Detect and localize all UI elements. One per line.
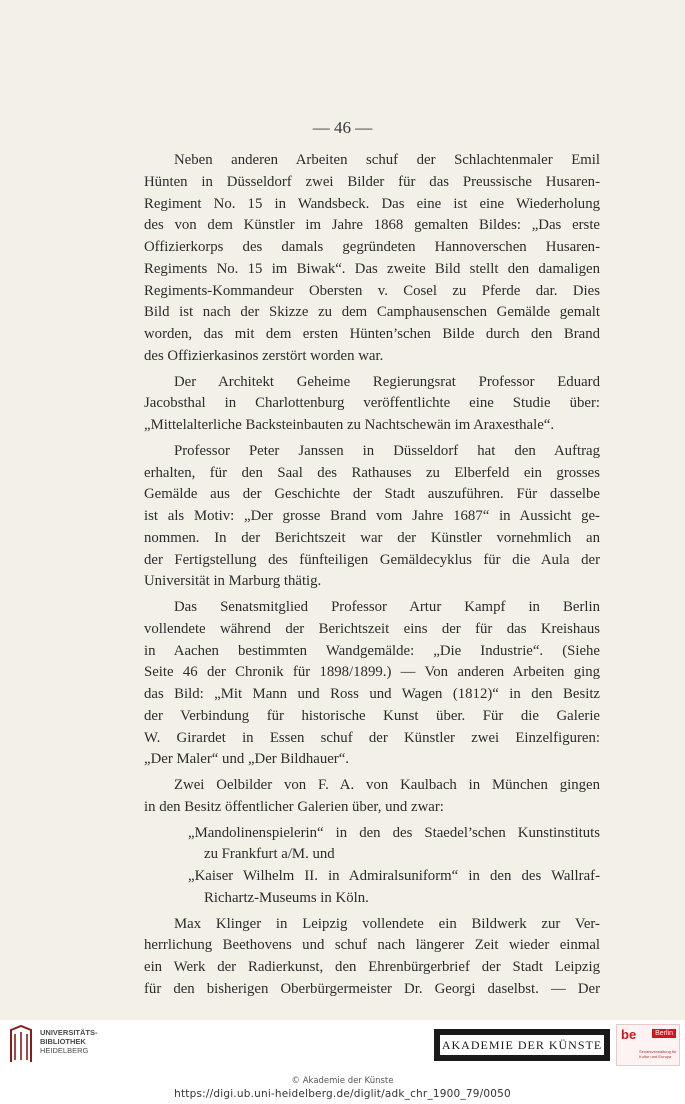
text-line: in Aachen bestimmten Wandgemälde: „Die Industrie“. (Siehe [144, 642, 600, 659]
page-number: — 46 — [312, 118, 373, 137]
text-line: der Verbindung für historische Kunst über. Für die Galerie [144, 707, 600, 724]
text-line: W. Girardet in Essen schuf der Künstler zwei Einzelfiguren: [144, 729, 600, 746]
text-line: der Fertigstellung des fünfteiligen Gemäldecyklus für die Aula der [144, 551, 600, 568]
permalink[interactable]: https://digi.ub.uni-heidelberg.de/diglit/adk_chr_1900_79/0050 [174, 1088, 511, 1100]
text-line: „Mittelalterliche Backsteinbauten zu Nachtschewän im Araxesthale“. [144, 417, 555, 433]
text-line: Gemälde aus der Geschichte der Stadt auszuführen. Für dasselbe [144, 486, 600, 503]
text-line: Max Klinger in Leipzig vollendete ein Bildwerk zur Ver- [174, 915, 600, 932]
text-line: ein Werk der Radierkunst, den Ehrenbürgerbrief der Stadt Leipzig [144, 959, 600, 975]
list-item [144, 866, 600, 910]
text-line: Das Senatsmitglied Professor Artur Kampf in Berlin [174, 599, 600, 615]
list-item [144, 823, 600, 867]
paragraph [144, 441, 600, 593]
text-line: Zwei Oelbilder von F. A. von Kaulbach in München gingen [174, 777, 600, 793]
text-line: Jacobsthal in Charlottenburg veröffentlichte eine Studie über: [144, 395, 600, 412]
document-body [144, 150, 600, 1005]
text-line: Offizierkorps des damals gegründeten Hannoverschen Husaren- [144, 239, 600, 255]
text-line: Universität in Marburg thätig. [144, 573, 322, 590]
text-line: Regiment No. 15 in Wandsbeck. Das eine ist eine Wiederholung [144, 195, 600, 212]
paragraph [144, 597, 600, 771]
text-line: Professor Peter Janssen in Düsseldorf hat den Auftrag [174, 442, 600, 459]
text-line: herrlichung Beethovens und schuf nach längerer Zeit wieder einmal [144, 937, 600, 954]
text-line: Seite 46 der Chronik für 1898/1899.) — Von anderen Arbeiten ging [144, 664, 600, 681]
text-line: worden, das mit dem ersten Hünten’schen Bilde durch den Brand [144, 326, 600, 342]
text-line: nommen. In der Berichtszeit war der Künstler vornehmlich an [144, 529, 600, 546]
akademie-logo[interactable]: AKADEMIE DER KÜNSTE [438, 1033, 606, 1057]
text-line: „Mandolinenspielerin“ in den des Staedel’schen Kunstinstituts [188, 824, 600, 841]
berlin-logo[interactable] [616, 1024, 680, 1066]
library-name: UNIVERSITÄTS- BIBLIOTHEK HEIDELBERG [40, 1028, 98, 1055]
text-line: Der Architekt Geheime Regierungsrat Professor Eduard [174, 373, 600, 390]
paragraph [144, 372, 600, 437]
text-line: ist als Motiv: „Der grosse Brand vom Jahre 1687“ in Aussicht ge- [144, 508, 600, 524]
berlin-subtitle: Senatsverwaltung für Kultur und Europa [639, 1049, 677, 1059]
text-line: das Bild: „Mit Mann und Ross und Wagen (1812)“ in den Besitz [144, 686, 600, 702]
text-line: Bild ist nach der Skizze zu dem Camphausenschen Gemälde gemalt [144, 304, 600, 321]
berlin-badge: Berlin [652, 1029, 676, 1038]
paragraph [144, 775, 600, 819]
text-line: Regiments-Kommandeur Obersten v. Cosel zu Pferde dar. Dies [144, 282, 600, 299]
text-line: des von dem Künstler im Jahre 1868 gemalten Bildes: „Das erste [144, 217, 600, 234]
text-line: vollendete während der Berichtszeit eins der für das Kreishaus [144, 620, 600, 637]
text-line: für den bisherigen Oberbürgermeister Dr. Georgi daselbst. — Der [144, 980, 600, 997]
text-line: des Offizierkasinos zerstört worden war. [144, 347, 384, 364]
text-line: Neben anderen Arbeiten schuf der Schlachtenmaler Emil [174, 152, 600, 168]
text-line: in den Besitz öffentlicher Galerien über, und zwar: [144, 798, 444, 815]
paragraph [144, 150, 600, 368]
berlin-logo-text: be [621, 1027, 637, 1042]
text-line: Richartz-Museums in Köln. [204, 889, 369, 906]
text-line: zu Frankfurt a/M. und [204, 846, 335, 863]
text-line: Hünten in Düsseldorf zwei Bilder für das Preussische Husaren- [144, 173, 600, 190]
library-logo[interactable] [8, 1024, 108, 1064]
text-line: „Kaiser Wilhelm II. in Admiralsuniform“ in den des Wallraf- [188, 868, 600, 884]
text-line: „Der Maler“ und „Der Bildhauer“. [144, 751, 350, 768]
library-emblem-icon [8, 1024, 34, 1064]
text-line: erhalten, für den Saal des Rathauses zu Elberfeld ein grosses [144, 464, 600, 481]
copyright-notice: © Akademie der Künste [291, 1076, 394, 1086]
text-line: Regiments No. 15 im Biwak“. Das zweite Bild stellt den damaligen [144, 260, 600, 277]
paragraph [144, 914, 600, 1001]
